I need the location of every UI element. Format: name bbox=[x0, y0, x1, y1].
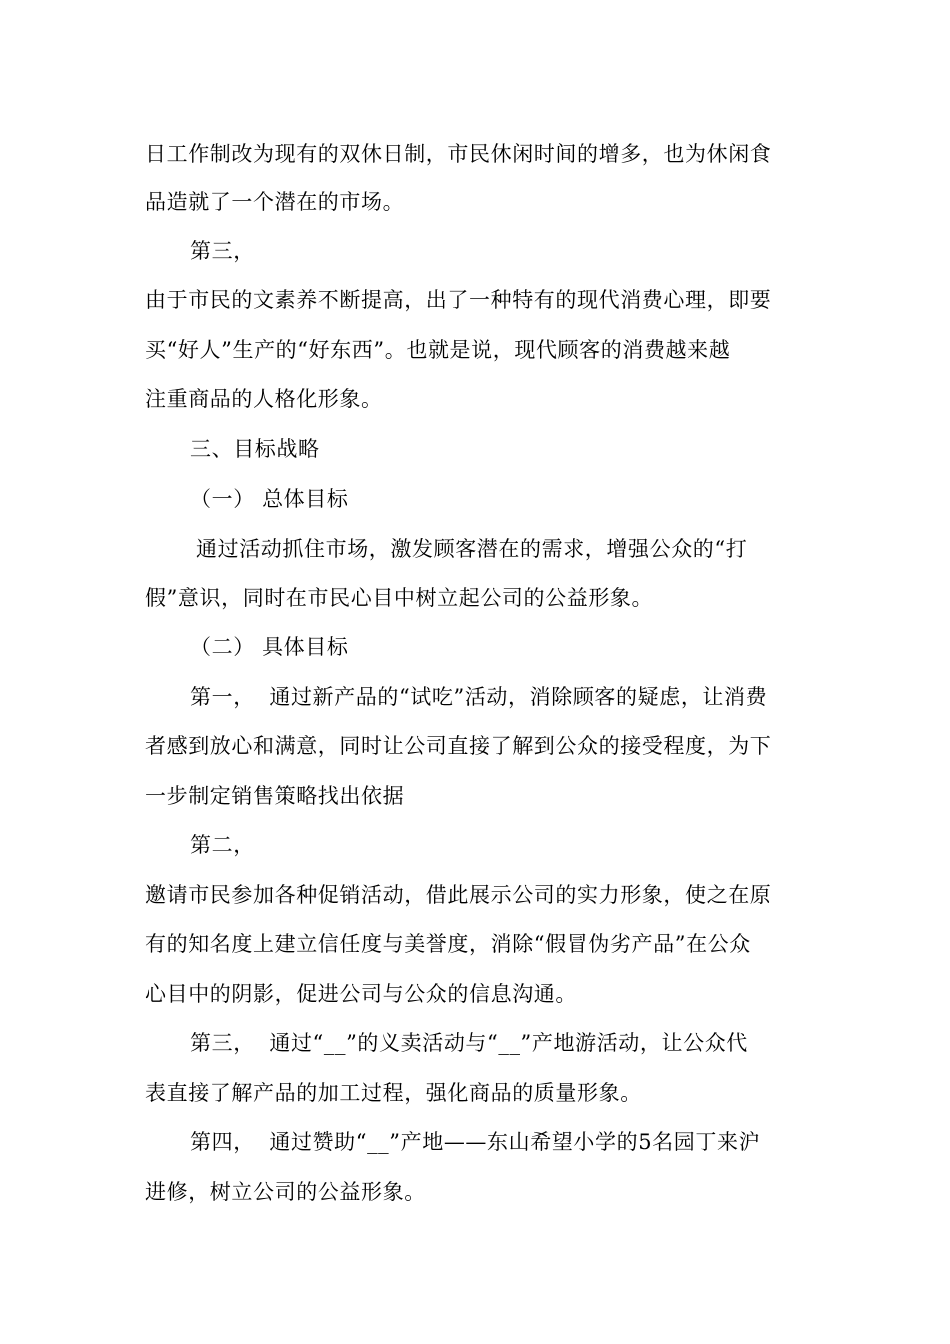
paragraph-line: 一步制定销售策略找出依据 bbox=[145, 784, 405, 808]
paragraph-line: 表直接了解产品的加工过程，强化商品的质量形象。 bbox=[145, 1081, 642, 1105]
paragraph-line: 假”意识，同时在市民心目中树立起公司的公益形象。 bbox=[145, 586, 654, 610]
paragraph-line: 买“好人”生产的“好东西”。也就是说，现代顾客的消费越来越 bbox=[145, 338, 731, 362]
paragraph-line: 通过活动抓住市场，激发顾客潜在的需求，增强公众的“打 bbox=[196, 537, 748, 561]
paragraph-heading-third: 第三， bbox=[190, 239, 255, 263]
paragraph-line: 第四， 通过赞助“__”产地——东山希望小学的5名园丁来沪 bbox=[190, 1130, 761, 1154]
paragraph-line: 进修，树立公司的公益形象。 bbox=[145, 1180, 426, 1204]
subsection-heading: （二） 具体目标 bbox=[190, 635, 349, 659]
paragraph-line: 日工作制改为现有的双休日制，市民休闲时间的增多，也为休闲食 bbox=[145, 142, 772, 166]
paragraph-line: 由于市民的文素养不断提高，出了一种特有的现代消费心理，即要 bbox=[145, 288, 772, 312]
paragraph-line: 者感到放心和满意，同时让公司直接了解到公众的接受程度，为下 bbox=[145, 734, 772, 758]
paragraph-line: 邀请市民参加各种促销活动，借此展示公司的实力形象，使之在原 bbox=[145, 883, 772, 907]
paragraph-line: 注重商品的人格化形象。 bbox=[145, 387, 383, 411]
paragraph-line: 品造就了一个潜在的市场。 bbox=[145, 190, 405, 214]
paragraph-line: 第一， 通过新产品的“试吃”活动，消除顾客的疑虑，让消费 bbox=[190, 685, 768, 709]
paragraph-heading-second: 第二， bbox=[190, 833, 255, 857]
paragraph-line: 第三， 通过“__”的义卖活动与“__”产地游活动，让公众代 bbox=[190, 1031, 748, 1055]
paragraph-line: 有的知名度上建立信任度与美誉度，消除“假冒伪劣产品”在公众 bbox=[145, 932, 751, 956]
section-heading: 三、目标战略 bbox=[190, 437, 320, 461]
subsection-heading: （一） 总体目标 bbox=[190, 487, 349, 511]
paragraph-line: 心目中的阴影，促进公司与公众的信息沟通。 bbox=[145, 982, 577, 1006]
